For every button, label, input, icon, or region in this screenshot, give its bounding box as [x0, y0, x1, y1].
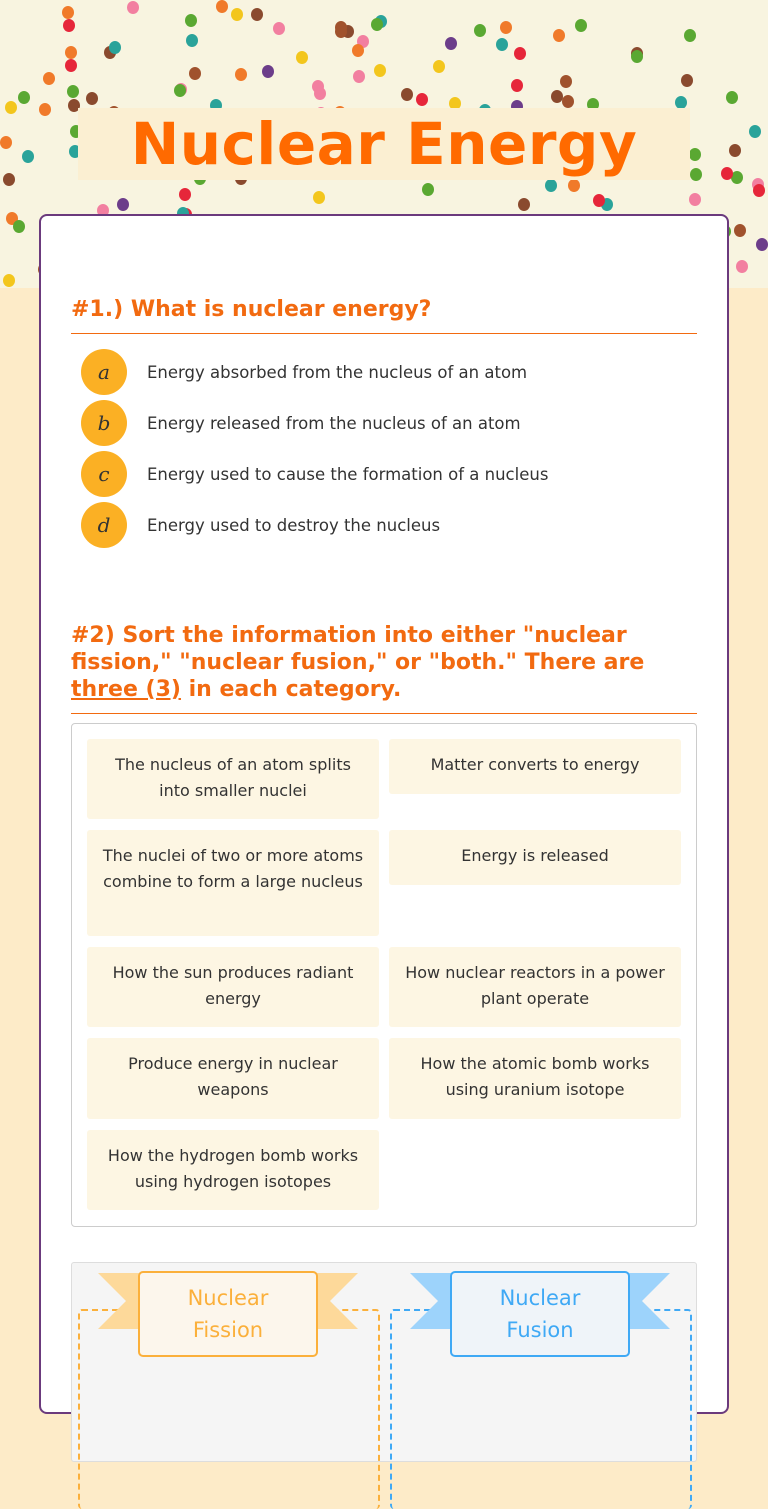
confetti-dot	[416, 93, 428, 106]
confetti-dot	[422, 183, 434, 196]
confetti-dot	[109, 41, 121, 54]
confetti-dot	[174, 84, 186, 97]
confetti-dot	[551, 90, 563, 103]
option-text: Energy used to destroy the nucleus	[147, 515, 441, 535]
confetti-dot	[545, 179, 557, 192]
label-line: Fusion	[506, 1318, 574, 1342]
confetti-dot	[235, 68, 247, 81]
heading-text: in each category.	[180, 677, 402, 702]
sort-item[interactable]: How the atomic bomb works using uranium isotope	[389, 1038, 681, 1119]
confetti-dot	[65, 59, 77, 72]
confetti-dot	[433, 60, 445, 73]
confetti-dot	[127, 1, 139, 14]
page-title: Nuclear Energy	[130, 110, 638, 178]
confetti-dot	[689, 193, 701, 206]
option-text: Energy absorbed from the nucleus of an atom	[147, 362, 528, 382]
category-label-fusion	[450, 1271, 630, 1357]
confetti-dot	[63, 19, 75, 32]
confetti-dot	[593, 194, 605, 207]
confetti-dot	[514, 47, 526, 60]
confetti-dot	[401, 88, 413, 101]
label-line: Nuclear	[187, 1286, 269, 1310]
confetti-dot	[335, 21, 347, 34]
sort-item[interactable]: The nuclei of two or more atoms combine to form a large nucleus	[87, 830, 379, 936]
confetti-dot	[500, 21, 512, 34]
option-c[interactable]	[81, 451, 548, 497]
option-letter: c	[81, 451, 127, 497]
option-letter: a	[81, 349, 127, 395]
confetti-dot	[262, 65, 274, 78]
confetti-dot	[562, 95, 574, 108]
confetti-dot	[0, 136, 12, 149]
sort-item[interactable]: How the sun produces radiant energy	[87, 947, 379, 1027]
confetti-dot	[216, 0, 228, 13]
category-label-fission	[138, 1271, 318, 1357]
confetti-dot	[689, 148, 701, 161]
confetti-dot	[43, 72, 55, 85]
confetti-dot	[313, 191, 325, 204]
confetti-dot	[62, 6, 74, 19]
confetti-dot	[5, 101, 17, 114]
confetti-dot	[568, 179, 580, 192]
confetti-dot	[734, 224, 746, 237]
confetti-dot	[296, 51, 308, 64]
confetti-dot	[690, 168, 702, 181]
confetti-dot	[560, 75, 572, 88]
confetti-dot	[3, 274, 15, 287]
sort-item[interactable]: Produce energy in nuclear weapons	[87, 1038, 379, 1119]
heading-underlined: three (3)	[71, 677, 181, 702]
worksheet-card	[39, 214, 729, 1414]
option-letter: b	[81, 400, 127, 446]
confetti-dot	[179, 188, 191, 201]
confetti-dot	[736, 260, 748, 273]
category-bins	[71, 1262, 697, 1462]
option-b[interactable]	[81, 400, 521, 446]
confetti-dot	[518, 198, 530, 211]
confetti-dot	[186, 34, 198, 47]
confetti-dot	[496, 38, 508, 51]
confetti-dot	[231, 8, 243, 21]
confetti-dot	[684, 29, 696, 42]
confetti-dot	[511, 79, 523, 92]
question-1-heading: #1.) What is nuclear energy?	[71, 296, 697, 334]
confetti-dot	[273, 22, 285, 35]
confetti-dot	[756, 238, 768, 251]
label-line: Nuclear	[499, 1286, 581, 1310]
title-band	[78, 108, 690, 180]
confetti-dot	[474, 24, 486, 37]
confetti-dot	[67, 85, 79, 98]
confetti-dot	[314, 87, 326, 100]
sort-item[interactable]: How nuclear reactors in a power plant operate	[389, 947, 681, 1027]
confetti-dot	[189, 67, 201, 80]
option-letter: d	[81, 502, 127, 548]
confetti-dot	[353, 70, 365, 83]
confetti-dot	[753, 184, 765, 197]
option-text: Energy used to cause the formation of a nucleus	[147, 464, 549, 484]
sortable-items-pool	[71, 723, 697, 1227]
sort-item[interactable]: Energy is released	[389, 830, 681, 885]
confetti-dot	[445, 37, 457, 50]
confetti-dot	[13, 220, 25, 233]
confetti-dot	[721, 167, 733, 180]
label-line: Fission	[192, 1318, 264, 1342]
confetti-dot	[374, 64, 386, 77]
confetti-dot	[18, 91, 30, 104]
confetti-dot	[251, 8, 263, 21]
confetti-dot	[681, 74, 693, 87]
confetti-dot	[39, 103, 51, 116]
confetti-dot	[575, 19, 587, 32]
confetti-dot	[371, 18, 383, 31]
confetti-dot	[185, 14, 197, 27]
confetti-dot	[117, 198, 129, 211]
question-2-heading	[71, 622, 697, 714]
confetti-dot	[86, 92, 98, 105]
confetti-dot	[65, 46, 77, 59]
confetti-dot	[3, 173, 15, 186]
confetti-dot	[749, 125, 761, 138]
sort-item[interactable]: The nucleus of an atom splits into smaller nuclei	[87, 739, 379, 819]
confetti-dot	[22, 150, 34, 163]
option-d[interactable]	[81, 502, 440, 548]
confetti-dot	[631, 50, 643, 63]
option-a[interactable]	[81, 349, 527, 395]
sort-item[interactable]: Matter converts to energy	[389, 739, 681, 794]
confetti-dot	[553, 29, 565, 42]
option-text: Energy released from the nucleus of an atom	[147, 413, 521, 433]
sort-item[interactable]: How the hydrogen bomb works using hydrogen isotopes	[87, 1130, 379, 1210]
confetti-dot	[352, 44, 364, 57]
confetti-dot	[729, 144, 741, 157]
heading-text: #2) Sort the information into either "nuclear fission," "nuclear fusion," or "both." There are	[71, 623, 645, 675]
confetti-dot	[726, 91, 738, 104]
